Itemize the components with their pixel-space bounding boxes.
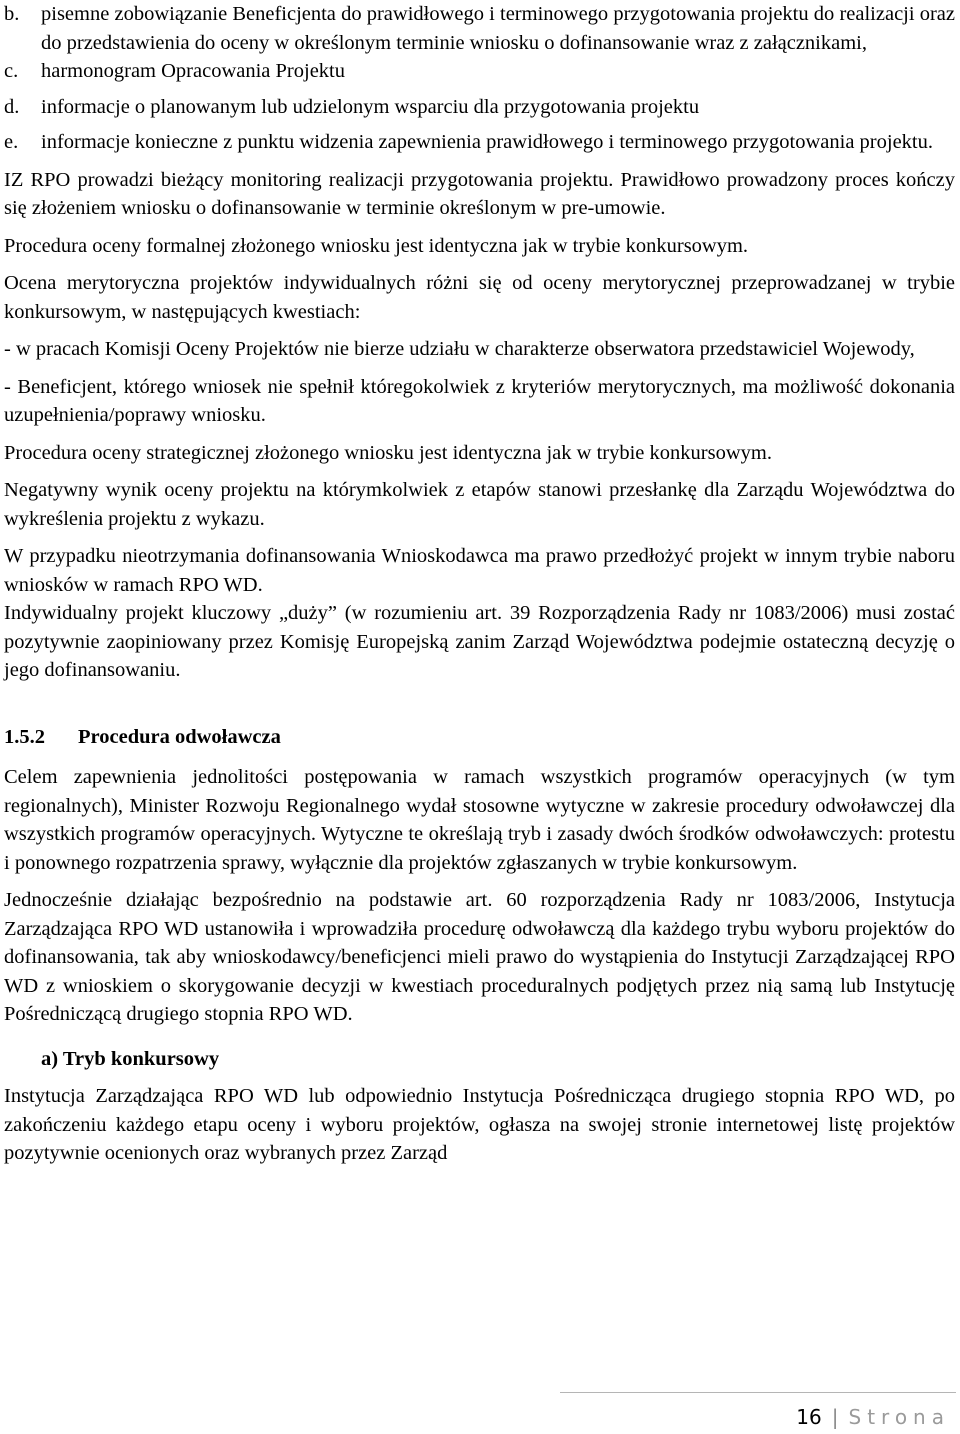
- document-body: [4, 0, 955, 1168]
- paragraph-competition-mode: Instytucja Zarządzająca RPO WD lub odpowiednio Instytucja Pośrednicząca drugiego stopnia RPO WD, po zakończeniu każdego etapu oceny i wyboru projektów, ogłasza na swojej stronie internetowej listę projektów pozytywnie ocenionych oraz wybranych przez Zarząd: [4, 1085, 955, 1164]
- page-label: Strona: [848, 1405, 950, 1429]
- section-title: Procedura odwoławcza: [78, 725, 281, 748]
- list-item-d: [4, 93, 955, 122]
- list-marker: b.: [4, 3, 20, 25]
- list-item-text: pisemne zobowiązanie Beneficjenta do prawidłowego i terminowego przygotowania projektu do realizacji oraz do przedstawienia do oceny w określonym terminie wniosku o dofinansowanie wraz z załącznikami,: [41, 3, 955, 54]
- list-item-b: [4, 0, 955, 57]
- footer-separator: |: [831, 1405, 839, 1429]
- section-heading: [4, 723, 955, 752]
- list-marker: e.: [4, 131, 19, 153]
- paragraph-monitoring: IZ RPO prowadzi bieżący monitoring realizacji przygotowania projektu. Prawidłowo prowadzony proces kończy się złożeniem wniosku o dofinansowanie w terminie określonym w pre-umowie.: [4, 168, 955, 219]
- subsection-heading: a) Tryb konkursowy: [41, 1047, 220, 1070]
- footer-divider: [560, 1392, 956, 1393]
- paragraph-key-project: Indywidualny projekt kluczowy „duży” (w rozumieniu art. 39 Rozporządzenia Rady nr 1083/2006) musi zostać pozytywnie zaopiniowany przez Komisję Europejską zanim Zarząd Województwa podejmie ostateczną decyzję o jego dofinansowaniu.: [4, 602, 955, 681]
- list-item-text: informacje o planowanym lub udzielonym wsparciu dla przygotowania projektu: [41, 95, 700, 118]
- page-number: 16: [796, 1405, 822, 1429]
- list-item-text: harmonogram Opracowania Projektu: [41, 60, 345, 82]
- paragraph-strategic-evaluation: Procedura oceny strategicznej złożonego wniosku jest identyczna jak w trybie konkursowym.: [4, 441, 772, 464]
- paragraph-commission-note: - w pracach Komisji Oceny Projektów nie bierze udziału w charakterze obserwatora przedstawiciel Wojewody,: [4, 338, 915, 360]
- paragraph-appeal-procedure: Jednocześnie działając bezpośrednio na podstawie art. 60 rozporządzenia Rady nr 1083/2006, Instytucja Zarządzająca RPO WD ustanowiła i wprowadziła procedurę odwoławczą dla każdego trybu wyboru projektów do dofinansowania, tak aby wnioskodawcy/beneficjenci mieli prawo do wystąpienia do Instytucji Zarządzającej RPO WD z wnioskiem o skorygowanie decyzji w kwestiach proceduralnych podjętych przez nią samą lub Instytucję Pośredniczącą drugiego stopnia RPO WD.: [4, 889, 955, 1025]
- list-item-e: [4, 128, 955, 157]
- list-marker: c.: [4, 60, 19, 82]
- section-number: 1.5.2: [4, 725, 45, 748]
- list-item-text: informacje konieczne z punktu widzenia zapewnienia prawidłowego i terminowego przygotowania projektu.: [41, 131, 934, 153]
- paragraph-negative-result: Negatywny wynik oceny projektu na którymkolwiek z etapów stanowi przesłankę dla Zarządu Województwa do wykreślenia projektu z wykazu.: [4, 479, 955, 530]
- paragraph-beneficiary-note: - Beneficjent, którego wniosek nie spełnił któregokolwiek z kryteriów merytorycznych, ma możliwość dokonania uzupełnienia/poprawy wniosku.: [4, 375, 955, 426]
- paragraph-merit-evaluation: Ocena merytoryczna projektów indywidualnych różni się od oceny merytorycznej przeprowadzanej w trybie konkursowym, w następujących kwestiach:: [4, 272, 955, 323]
- list-item-c: [4, 57, 955, 86]
- list-marker: d.: [4, 95, 20, 118]
- page-footer: [796, 1404, 950, 1430]
- paragraph-formal-evaluation: Procedura oceny formalnej złożonego wniosku jest identyczna jak w trybie konkursowym.: [4, 234, 749, 257]
- paragraph-no-funding: W przypadku nieotrzymania dofinansowania Wnioskodawca ma prawo przedłożyć projekt w innym trybie naboru wniosków w ramach RPO WD.: [4, 545, 955, 596]
- paragraph-appeal-guidelines: Celem zapewnienia jednolitości postępowania w ramach wszystkich programów operacyjnych (w tym regionalnych), Minister Rozwoju Regionalnego wydał stosowne wytyczne w zakresie procedury odwoławczej dla wszystkich programów operacyjnych. Wytyczne te określają tryb i zasady dwóch środków odwoławczych: protestu i ponownego rozpatrzenia sprawy, wyłącznie dla projektów zgłaszanych w trybie konkursowym.: [4, 766, 955, 874]
